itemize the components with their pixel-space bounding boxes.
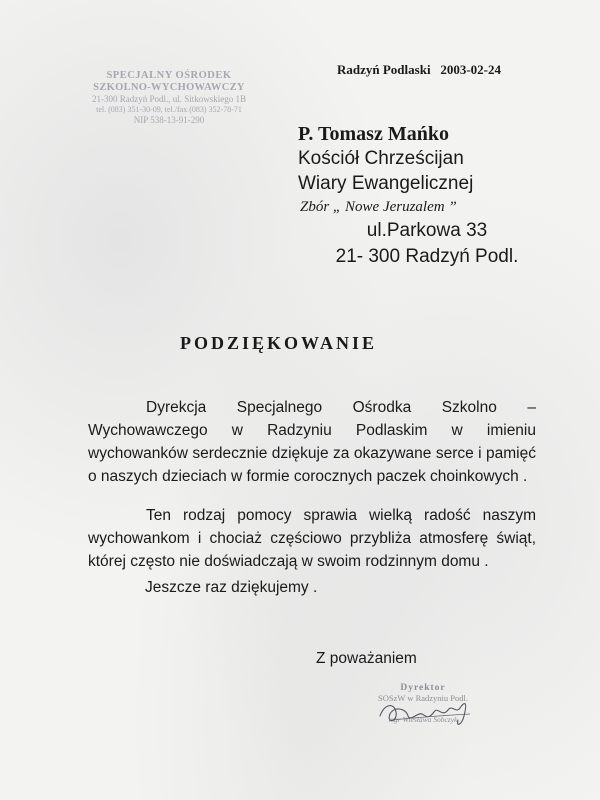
recipient-org-line-1: Kościół Chrześcijan xyxy=(298,148,464,169)
letter-body xyxy=(88,396,536,599)
recipient-city: 21- 300 Radzyń Podl. xyxy=(335,246,519,267)
date: 2003-02-24 xyxy=(440,62,501,77)
recipient-address-block xyxy=(292,122,562,270)
recipient-street: ul.Parkowa 33 xyxy=(366,220,488,241)
stamp-nip: NIP 538-13-91-290 xyxy=(133,115,205,125)
signature-stamp-signer: mgr Wiesława Sobczyk xyxy=(388,715,458,724)
signature-stamp-org: SOSzW w Radzyniu Podl. xyxy=(377,693,469,703)
handwritten-signature xyxy=(372,694,482,730)
signature-stamp-title: Dyrektor xyxy=(400,683,446,693)
recipient-name: P. Tomasz Mańko xyxy=(298,123,449,145)
stamp-address: 21-300 Radzyń Podl., ul. Sitkowskiego 1B xyxy=(91,94,246,104)
letter-title: PODZIĘKOWANIE xyxy=(180,333,378,353)
body-paragraph-1: Dyrekcja Specjalnego Ośrodka Szkolno – Wychowawczego w Radzyniu Podlaskim w imieniu wychowanków serdecznie dziękuje za okazywane serce i pamięć o naszych dzieciach w formie corocznych paczek choinkowych . xyxy=(88,399,536,485)
body-paragraph-2: Ten rodzaj pomocy sprawia wielką radość naszym wychowankom i chociaż częściowo przybliża atmosferę świąt, której często nie doświadczają w swoim rodzinnym domu . xyxy=(88,507,536,570)
recipient-org-line-2: Wiary Ewangelicznej xyxy=(298,173,474,194)
institution-stamp xyxy=(84,70,254,126)
stamp-line-1: SPECJALNY OŚRODEK xyxy=(106,70,232,81)
place-and-date xyxy=(337,62,501,78)
stamp-line-2: SZKOLNO-WYCHOWAWCZY xyxy=(93,82,245,93)
stamp-phone: tel. (083) 351-30-09, tel./fax (083) 352-78-71 xyxy=(96,105,242,114)
closing-salutation: Z poważaniem xyxy=(316,650,417,667)
body-paragraph-3: Jeszcze raz dziękujemy . xyxy=(145,579,318,596)
place: Radzyń Podlaski xyxy=(337,62,431,77)
recipient-congregation: Zbór „ Nowe Jeruzalem ” xyxy=(300,199,457,215)
